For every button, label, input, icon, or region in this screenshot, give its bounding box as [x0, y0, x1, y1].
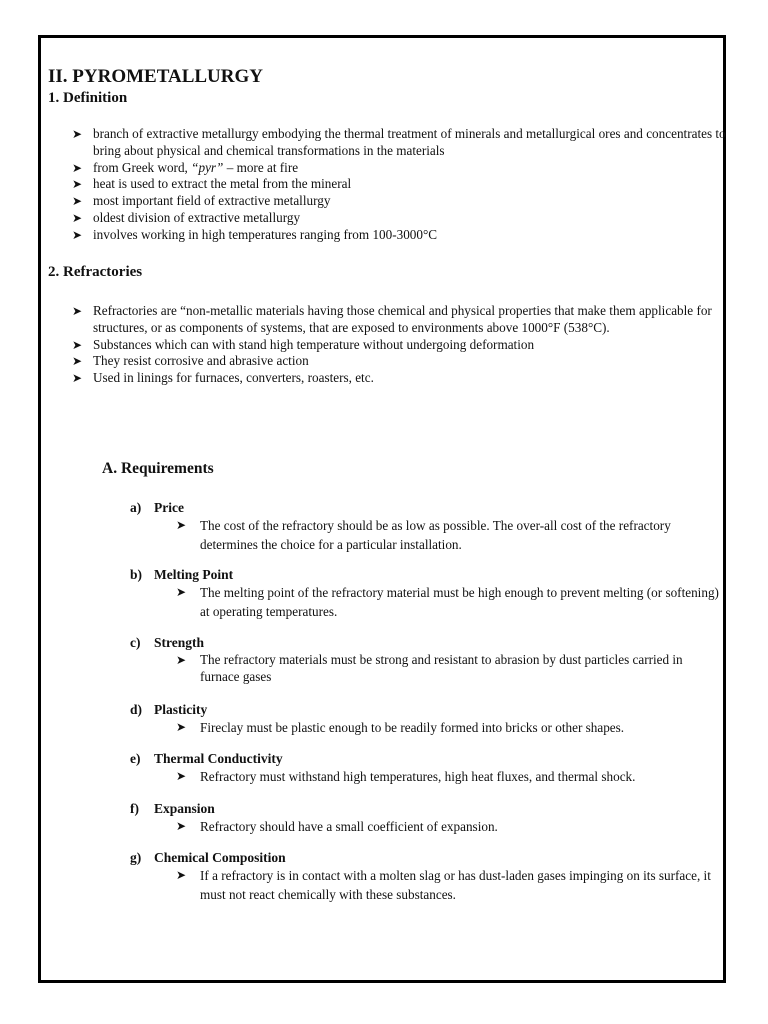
- arrowhead-bullet-icon: ➤: [72, 127, 83, 141]
- requirement-text: If a refractory is in contact with a molten slag or has dust-laden gases impinging on its surface, it must not react chemically with these substances.: [200, 868, 711, 902]
- arrowhead-bullet-icon: ➤: [72, 337, 83, 352]
- arrowhead-bullet-icon: ➤: [72, 210, 83, 225]
- arrowhead-bullet-icon: ➤: [176, 518, 187, 532]
- arrowhead-bullet-icon: ➤: [72, 371, 83, 386]
- list-item: ➤ from Greek word, “pyr” – more at fire: [72, 159, 299, 175]
- page-title: II. PYROMETALLURGY: [48, 66, 263, 87]
- list-item: ➤ involves working in high temperatures ranging from 100-3000°C: [72, 226, 438, 242]
- requirement-text: The melting point of the refractory material must be high enough to prevent melting (or softening) at operating temperatures.: [200, 585, 719, 619]
- arrowhead-bullet-icon: ➤: [176, 769, 187, 783]
- list-item: ➤ Used in linings for furnaces, converters, roasters, etc.: [72, 370, 374, 386]
- requirement-text: The cost of the refractory should be as low as possible. The over-all cost of the refractory determines the choice for a particular installation.: [200, 518, 671, 552]
- list-item: ➤ heat is used to extract the metal from the mineral: [72, 176, 352, 192]
- list-item: ➤ most important field of extractive metallurgy: [72, 193, 331, 209]
- list-item: ➤ Substances which can with stand high temperature without undergoing deformation: [72, 336, 535, 352]
- arrowhead-bullet-icon: ➤: [176, 653, 187, 667]
- requirement-item: [130, 849, 720, 904]
- item-letter: f): [130, 801, 139, 816]
- requirement-name: Price: [154, 500, 184, 515]
- item-letter: b): [130, 567, 143, 582]
- requirement-item: [130, 750, 720, 786]
- requirement-name: Plasticity: [154, 702, 208, 717]
- requirement-item: [130, 566, 720, 621]
- requirement-name: Expansion: [154, 801, 215, 816]
- requirement-item: [130, 499, 720, 554]
- item-letter: c): [130, 635, 141, 650]
- arrowhead-bullet-icon: ➤: [72, 354, 83, 369]
- requirement-text: Refractory should have a small coefficient of expansion.: [200, 819, 498, 834]
- list-item: ➤ They resist corrosive and abrasive action: [72, 353, 309, 369]
- requirement-item: [130, 634, 720, 685]
- requirement-text: The refractory materials must be strong and resistant to abrasion by dust particles carried in furnace gases: [200, 652, 683, 684]
- arrowhead-bullet-icon: ➤: [72, 177, 83, 192]
- requirement-item: [130, 800, 720, 836]
- requirement-name: Melting Point: [154, 567, 234, 582]
- list-item: ➤ branch of extractive metallurgy embodying the thermal treatment of minerals and metallurgical ores and concentrates to bring about physical and chemical transformations in the materials: [72, 126, 726, 158]
- definition-list: [72, 126, 727, 244]
- arrowhead-bullet-icon: ➤: [72, 304, 83, 318]
- requirements-heading: A. Requirements: [102, 460, 214, 477]
- list-item: ➤ Refractories are “non-metallic materials having those chemical and physical properties that make them applicable for structures, or as components of systems, that are exposed to environments above 1000°F (538°C).: [72, 303, 712, 335]
- arrowhead-bullet-icon: ➤: [72, 227, 83, 242]
- arrowhead-bullet-icon: ➤: [176, 819, 187, 833]
- arrowhead-bullet-icon: ➤: [176, 720, 187, 734]
- requirement-name: Chemical Composition: [154, 850, 286, 865]
- requirement-name: Strength: [154, 635, 205, 650]
- refractories-list: [72, 303, 727, 387]
- list-item: ➤ oldest division of extractive metallurgy: [72, 209, 301, 225]
- arrowhead-bullet-icon: ➤: [72, 194, 83, 209]
- requirement-item: [130, 701, 720, 737]
- arrowhead-bullet-icon: ➤: [72, 160, 83, 175]
- item-letter: a): [130, 500, 142, 515]
- arrowhead-bullet-icon: ➤: [176, 868, 187, 882]
- requirement-name: Thermal Conductivity: [154, 751, 283, 766]
- arrowhead-bullet-icon: ➤: [176, 585, 187, 599]
- definition-heading: 1. Definition: [48, 90, 128, 106]
- requirement-text: Fireclay must be plastic enough to be readily formed into bricks or other shapes.: [200, 720, 625, 735]
- item-letter: d): [130, 702, 143, 717]
- requirement-text: Refractory must withstand high temperatures, high heat fluxes, and thermal shock.: [200, 769, 636, 784]
- item-letter: g): [130, 850, 142, 865]
- item-letter: e): [130, 751, 141, 766]
- refractories-heading: 2. Refractories: [48, 264, 143, 280]
